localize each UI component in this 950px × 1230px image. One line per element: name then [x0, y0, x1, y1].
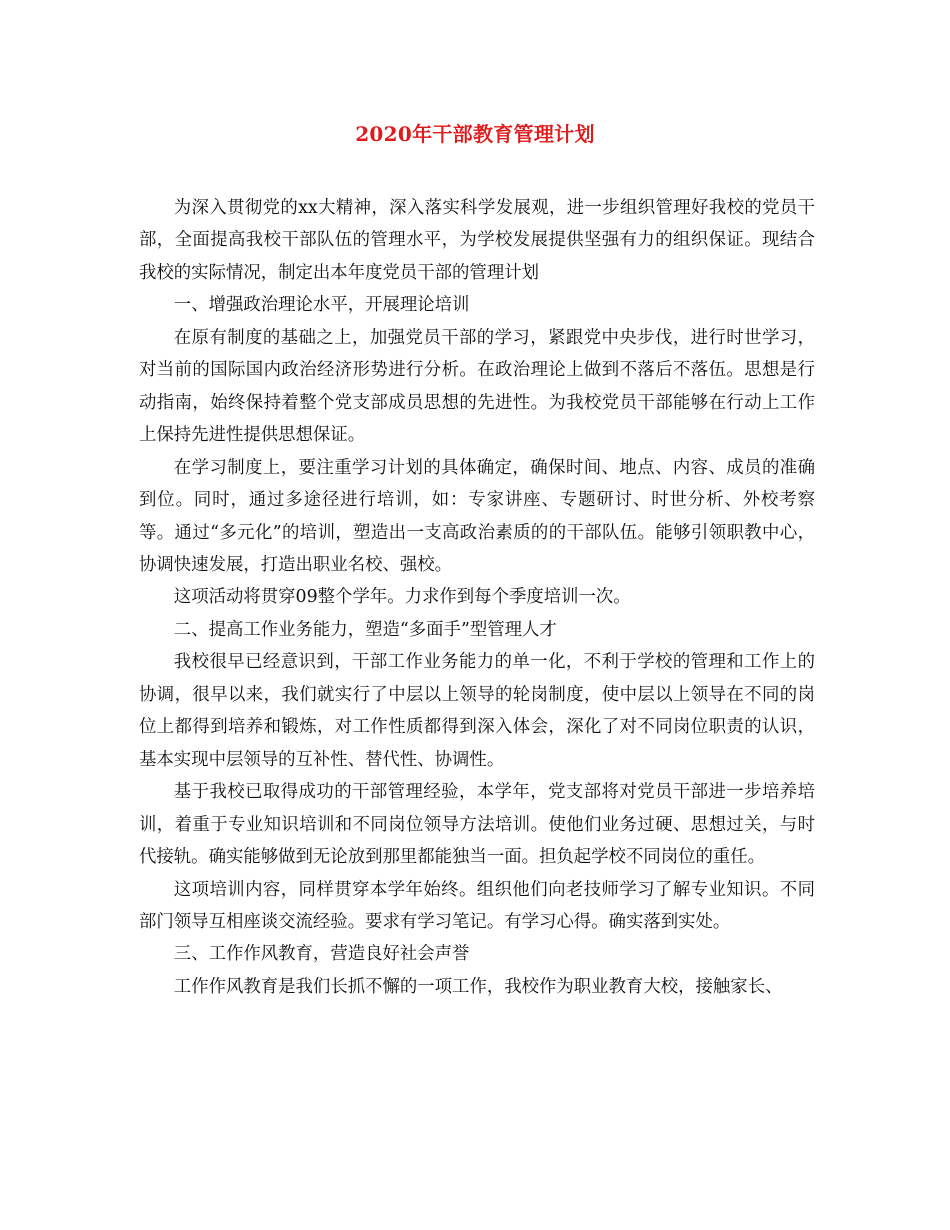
paragraph: 基于我校已取得成功的干部管理经验，本学年，党支部将对党员干部进一步培养培训，着重于专业知识培训和不同岗位领导方法培训。使他们业务过硬、思想过关，与时代接轨。确实能够做到无论放到那里都能独当一面。担负起学校不同岗位的重任。 [139, 782, 815, 868]
paragraph: 这项活动将贯穿09整个学年。力求作到每个季度培训一次。 [173, 587, 631, 608]
paragraph: 我校很早已经意识到，干部工作业务能力的单一化，不利于学校的管理和工作上的协调，很早以来，我们就实行了中层以上领导的轮岗制度，使中层以上领导在不同的岗位上都得到培养和锻炼，对工作性质都得到深入体会，深化了对不同岗位职责的认识，基本实现中层领导的互补性、替代性、协调性。 [139, 652, 815, 770]
section-heading-2: 二、提高工作业务能力，塑造“多面手”型管理人才 [173, 619, 557, 640]
document-title: 2020年干部教育管理计划 [355, 122, 595, 146]
section-heading-3: 三、工作作风教育，营造良好社会声誉 [173, 944, 470, 965]
document-body [139, 192, 815, 1003]
paragraph: 在原有制度的基础之上，加强党员干部的学习，紧跟党中央步伐，进行时世学习，对当前的国际国内政治经济形势进行分析。在政治理论上做到不落后不落伍。思想是行动指南，始终保持着整个党支部成员思想的先进性。为我校党员干部能够在行动上工作上保持先进性提供思想保证。 [139, 327, 815, 446]
paragraph-intro: 为深入贯彻党的xx大精神，深入落实科学发展观，进一步组织管理好我校的党员干部，全面提高我校干部队伍的管理水平，为学校发展提供坚强有力的组织保证。现结合我校的实际情况，制定出本年度党员干部的管理计划 [139, 198, 815, 283]
paragraph: 这项培训内容，同样贯穿本学年始终。组织他们向老技师学习了解专业知识。不同部门领导互相座谈交流经验。要求有学习笔记。有学习心得。确实落到实处。 [139, 879, 815, 932]
paragraph: 在学习制度上，要注重学习计划的具体确定，确保时间、地点、内容、成员的准确到位。同时，通过多途径进行培训，如：专家讲座、专题研讨、时世分析、外校考察等。通过“多元化”的培训，塑造出一支高政治素质的的干部队伍。能够引领职教中心，协调快速发展，打造出职业名校、强校。 [139, 457, 815, 575]
section-heading-1: 一、增强政治理论水平，开展理论培训 [173, 295, 470, 316]
paragraph: 工作作风教育是我们长抓不懈的一项工作，我校作为职业教育大校，接触家长、 [173, 976, 783, 997]
